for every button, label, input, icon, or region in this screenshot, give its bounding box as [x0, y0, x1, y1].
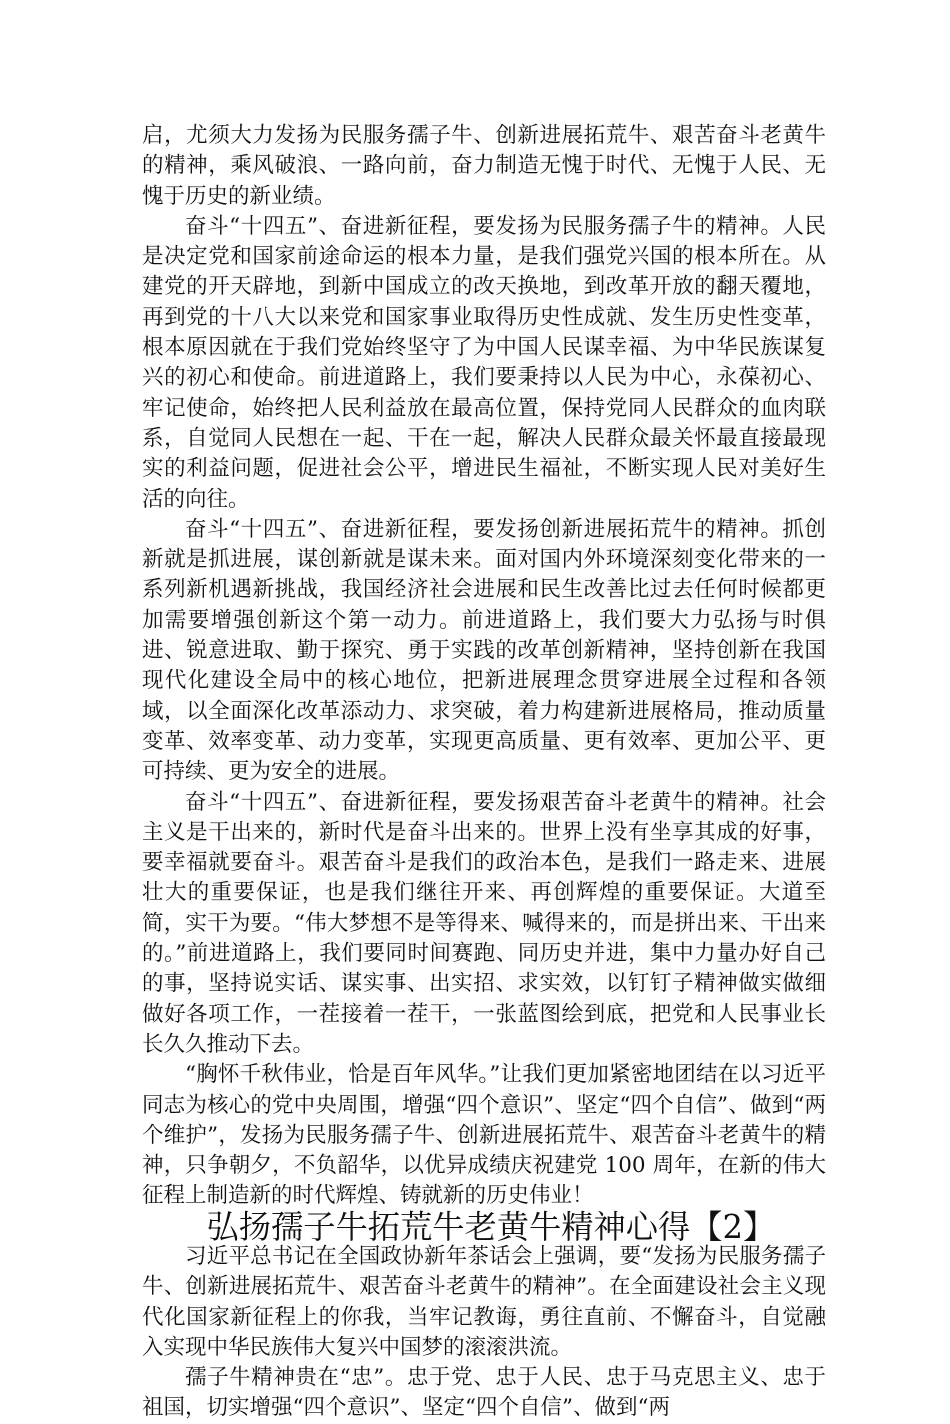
paragraph-conclusion: “胸怀千秋伟业，恰是百年风华。”让我们更加紧密地团结在以习近平同志为核心的党中央周围，增强“四个意识”、坚定“四个自信”、做到“两个维护”，发扬为民服务孺子牛、创新进展拓荒牛、艰苦奋斗老黄牛的精神，只争朝夕，不负韶华，以优异成绩庆祝建党 100 周年，在新的伟大征程上制造新的时代辉煌、铸就新的历史伟业！ — [142, 1062, 826, 1209]
paragraph-loyalty: 孺子牛精神贵在“忠”。忠于党、忠于人民、忠于马克思主义、忠于祖国，切实增强“四个意识”、坚定“四个自信”、做到“两 — [142, 1365, 826, 1421]
paragraph-continuation: 启，尤须大力发扬为民服务孺子牛、创新进展拓荒牛、艰苦奋斗老黄牛的精神，乘风破浪、一路向前，奋力制造无愧于时代、无愧于人民、无愧于历史的新业绩。 — [142, 123, 826, 209]
document-body — [142, 121, 826, 1424]
section-heading: 弘扬孺子牛拓荒牛老黄牛精神心得【2】 — [206, 1207, 776, 1246]
paragraph-old-ox: 奋斗“十四五”、奋进新征程，要发扬艰苦奋斗老黄牛的精神。社会主义是干出来的，新时代是奋斗出来的。世界上没有坐享其成的好事，要幸福就要奋斗。艰苦奋斗是我们的政治本色，是我们一路走来、进展壮大的重要保证，也是我们继往开来、再创辉煌的重要保证。大道至简，实干为要。“伟大梦想不是等得来、喊得来的，而是拼出来、干出来的。”前进道路上，我们要同时间赛跑、同历史并进，集中力量办好自己的事，坚持说实话、谋实事、出实招、求实效，以钉钉子精神做实做细做好各项工作，一茬接着一茬干，一张蓝图绘到底，把党和人民事业长长久久推动下去。 — [142, 789, 826, 1057]
paragraph-pioneer-ox: 奋斗“十四五”、奋进新征程，要发扬创新进展拓荒牛的精神。抓创新就是抓进展，谋创新就是谋未来。面对国内外环境深刻变化带来的一系列新机遇新挑战，我国经济社会进展和民生改善比过去任何时候都更加需要增强创新这个第一动力。前进道路上，我们要大力弘扬与时俱进、锐意进取、勤于探究、勇于实践的改革创新精神，坚持创新在我国现代化建设全局中的核心地位，把新进展理念贯穿进展全过程和各领域，以全面深化改革添动力、求突破，着力构建新进展格局，推动质量变革、效率变革、动力变革，实现更高质量、更有效率、更加公平、更可持续、更为安全的进展。 — [142, 516, 826, 785]
paragraph-section2-intro: 习近平总书记在全国政协新年茶话会上强调，要“发扬为民服务孺子牛、创新进展拓荒牛、艰苦奋斗老黄牛的精神”。在全面建设社会主义现代化国家新征程上的你我，当牢记教诲，勇往直前、不懈奋斗，自觉融入实现中华民族伟大复兴中国梦的滚滚洪流。 — [142, 1243, 826, 1360]
paragraph-children-ox: 奋斗“十四五”、奋进新征程，要发扬为民服务孺子牛的精神。人民是决定党和国家前途命运的根本力量，是我们强党兴国的根本所在。从建党的开天辟地，到新中国成立的改天换地，到改革开放的翻天覆地，再到党的十八大以来党和国家事业取得历史性成就、发生历史性变革，根本原因就在于我们党始终坚守了为中国人民谋幸福、为中华民族谋复兴的初心和使命。前进道路上，我们要秉持以人民为中心，永葆初心、牢记使命，始终把人民利益放在最高位置，保持党同人民群众的血肉联系，自觉同人民想在一起、干在一起，解决人民群众最关怀最直接最现实的利益问题，促进社会公平，增进民生福祉，不断实现人民对美好生活的向往。 — [142, 213, 826, 512]
